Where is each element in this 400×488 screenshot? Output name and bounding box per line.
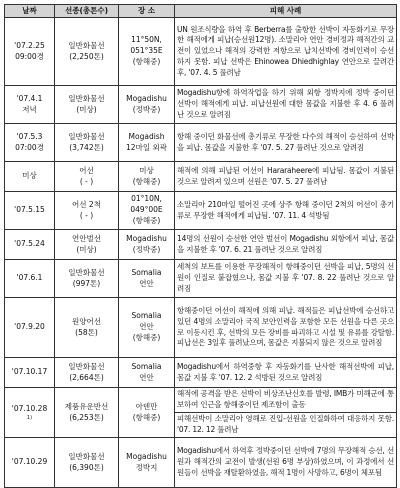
place-cell: [119, 260, 175, 298]
place-line: Somalia: [131, 311, 162, 321]
date-cell: [5, 162, 55, 192]
table-row: [5, 124, 397, 162]
table-row: [5, 192, 397, 230]
place-line: Mogadishu: [126, 451, 167, 461]
place-line: 연안: [139, 322, 154, 332]
tonnage-text: (미상): [76, 104, 97, 114]
tonnage-text: (58톤): [75, 327, 98, 337]
ship-cell: [55, 86, 119, 124]
place-cell: [119, 438, 175, 488]
description-cell: Mogadishu에서 하역후 정박중이던 선박에 7명의 무장해적 승선, 선원과 해적간의 교전이 발생(선원 6명 부상)하였으며, 이 과정에서 선원들이 선박을 재탈환하였음, 해적 1명이 사망하고, 6명이 체포됨: [175, 438, 397, 488]
table-row: [5, 18, 397, 86]
date-text: '07.5.15: [14, 205, 45, 215]
header-ship-type: 선종(총톤수): [55, 5, 119, 18]
place-line: 049°00E: [130, 205, 163, 215]
date-cell: [5, 86, 55, 124]
date-cell: [5, 298, 55, 358]
date-cell: [5, 192, 55, 230]
piracy-incident-table: [4, 4, 397, 488]
ship-type-text: 일반화물선: [68, 131, 105, 141]
ship-cell: [55, 124, 119, 162]
description-cell: 14명의 선원이 승선한 연안 벌선이 Mogadishu 외항에서 피납, 몸값을 지불한 후 '07. 6. 21 풀려난 것으로 알려짐: [175, 230, 397, 260]
table-row: [5, 388, 397, 438]
ship-cell: [55, 230, 119, 260]
date-text: '07.2.25: [14, 40, 45, 50]
place-line: (항해중): [132, 332, 161, 342]
date-text: '07.5.3: [16, 131, 43, 141]
place-cell: [119, 388, 175, 438]
place-cell: [119, 86, 175, 124]
tonnage-text: (6,253톤): [69, 412, 104, 422]
table-row: [5, 230, 397, 260]
place-line: Mogadishu: [126, 233, 167, 243]
place-line: 01°10N,: [131, 194, 162, 204]
document-page: [4, 4, 396, 488]
date-text: '07.6.1: [16, 273, 43, 283]
place-line: 미상: [139, 165, 154, 175]
tonnage-text: ( - ): [79, 210, 94, 220]
table-row: [5, 358, 397, 388]
ship-type-text: 일반화물선: [68, 93, 105, 103]
tonnage-text: (3,742톤): [69, 142, 104, 152]
ship-type-text: 원양어선: [72, 316, 101, 326]
tonnage-text: (미상): [76, 244, 97, 254]
header-damage-case: 피해 사례: [175, 5, 397, 18]
description-cell: 소말리아 210마일 떨어진 곳에 상주 항해 중이던 2척의 어선이 총기류로 무장한 해적에게 피납됨. '07. 11. 4 석방됨: [175, 192, 397, 230]
time-text: 07:00경: [15, 142, 44, 152]
place-cell: [119, 124, 175, 162]
footnote-marker: 1): [26, 414, 33, 421]
ship-type-text: 일반화물선: [68, 451, 105, 461]
ship-cell: [55, 438, 119, 488]
inner-divider: [175, 412, 396, 413]
tonnage-text: (6,390톤): [69, 462, 104, 472]
header-date: 날짜: [5, 5, 55, 18]
tonnage-text: ( - ): [79, 176, 94, 186]
tonnage-text: (997톤): [72, 278, 101, 288]
date-cell: [5, 438, 55, 488]
ship-cell: [55, 192, 119, 230]
ship-cell: [55, 18, 119, 86]
date-text: '07.10.28: [11, 404, 48, 414]
place-cell: [119, 298, 175, 358]
place-cell: [119, 18, 175, 86]
place-line: Somalia: [131, 267, 162, 277]
description-cell: [175, 388, 397, 438]
description-cell: Mogadishu항에 하역작업을 하기 위해 외항 정박지에 정박 중이던 선박이 해적에게 피납. 피납선원에 대한 몸값을 지불한 후 4. 6 풀려난 것으로 알려짐: [175, 86, 397, 124]
ship-type-text: 연안벌선: [72, 233, 101, 243]
place-line: (항해중): [132, 176, 161, 186]
ship-cell: [55, 358, 119, 388]
place-line: 연안: [139, 372, 154, 382]
place-line: 아덴만: [135, 401, 158, 411]
ship-cell: [55, 298, 119, 358]
ship-type-text: 어선: [79, 165, 94, 175]
header-row: [5, 5, 397, 18]
date-text: '07.5.24: [14, 239, 45, 249]
table-row: [5, 162, 397, 192]
description-part: 해적에 공격을 받은 선박이 비상조난신호를 발령, IMB가 미해군에 통보하여 인근을 항해중이던 제조함이 출동: [177, 389, 394, 410]
place-line: 정박지: [135, 462, 158, 472]
table-row: [5, 298, 397, 358]
date-cell: [5, 124, 55, 162]
place-line: (정박중): [132, 104, 161, 114]
date-text: '07.10.17: [11, 367, 48, 377]
ship-type-text: 일반화물선: [68, 361, 105, 371]
ship-cell: [55, 162, 119, 192]
description-cell: Mogadishu에서 하역중항 후 자동화기를 난사한 해적선박에 피납, 몸값 지불 후 '07. 12. 2 석방된 것으로 알려짐: [175, 358, 397, 388]
place-line: (정박중): [132, 244, 161, 254]
ship-type-text: 일반화물선: [68, 267, 105, 277]
table-row: [5, 86, 397, 124]
place-line: (항해중): [132, 56, 161, 66]
description-cell: 항해 중이던 화물선에 총기류로 무장한 다수의 해적이 승선하여 선박을 피납. 몸값을 지불한 후 '07. 5. 27 풀려난 것으로 알려짐: [175, 124, 397, 162]
date-text: 미상: [22, 171, 37, 181]
description-cell: 항해중이던 어선이 해적에 의해 피납. 해적들은 피납선박에 승선하고 있던 4명의 소말리아 국적 보안인력을 포함한 모든 선원을 다른 곳으로 이동시킨 후, 선박의 모든 장비를 파괴하고 시설 및 유류를 강탈함. 피납선은 3일후 풀려났으며, 몸값은 지불되지 않은 것으로 알려짐: [175, 298, 397, 358]
description-cell: UN 원조식량을 하역 후 Berberra를 출항한 선박이 자동화기로 무장한 해적에게 피납(승선원12명). 소말리아 연안 경비정과 해적간의 교전이 있었으나 해적의 강력한 저항으로 납치선박에 경비인력이 승선하지 못함. 피납 선박은 Ehinowea Dhiedhighlay 연안으로 끌려간 후, '07. 4. 5 풀려남: [175, 18, 397, 86]
date-cell: [5, 358, 55, 388]
ship-cell: [55, 260, 119, 298]
ship-type-text: 어선 2척: [72, 199, 101, 209]
header-place: 장 소: [119, 5, 175, 18]
date-cell: [5, 260, 55, 298]
date-text: '07.4.1: [16, 93, 43, 103]
place-cell: [119, 230, 175, 260]
place-line: Mogadish: [128, 131, 165, 141]
place-cell: [119, 192, 175, 230]
date-text: '07.10.29: [11, 457, 48, 467]
date-cell: [5, 388, 55, 438]
description-cell: 해적에 의해 피납된 어선이 Hararaheere에 피납됨. 몸값이 지불된 것으로 알려져 있으며 선원은 '07. 5. 27 풀려남: [175, 162, 397, 192]
table-row: [5, 260, 397, 298]
place-line: (항해중): [132, 215, 161, 225]
ship-type-text: 일반화물선: [68, 40, 105, 50]
place-line: (항해중): [132, 412, 161, 422]
time-text: 09:00경: [15, 51, 44, 61]
description-part: 피해선박이 소말리아 영해로 진입-선원을 인질화하여 대응하지 못함. '07. 12. 12 풀려남: [177, 414, 394, 434]
date-cell: [5, 230, 55, 260]
place-line: Mogadishu: [126, 93, 167, 103]
place-line: 연안: [139, 278, 154, 288]
tonnage-text: (2,664톤): [69, 372, 104, 382]
place-line: 12마일 외곽: [126, 142, 167, 152]
description-cell: 세척의 보트를 이용한 무장해적이 항해중이던 선박을 피납, 5명의 선원이 인질로 붙잡혔으나, 몸값 지불 후 '07. 8. 22 풀려난 것으로 알려짐: [175, 260, 397, 298]
place-cell: [119, 358, 175, 388]
place-line: 051°35E: [130, 46, 163, 56]
date-text: '07.9.20: [14, 322, 45, 332]
tonnage-text: (2,250톤): [69, 51, 104, 61]
table-row: [5, 438, 397, 488]
ship-type-text: 제품유운반선: [64, 401, 109, 411]
time-text: 저녁: [22, 104, 37, 114]
place-cell: [119, 162, 175, 192]
place-line: Somalia: [131, 361, 162, 371]
ship-cell: [55, 388, 119, 438]
date-cell: [5, 18, 55, 86]
place-line: 11°50N,: [131, 35, 162, 45]
